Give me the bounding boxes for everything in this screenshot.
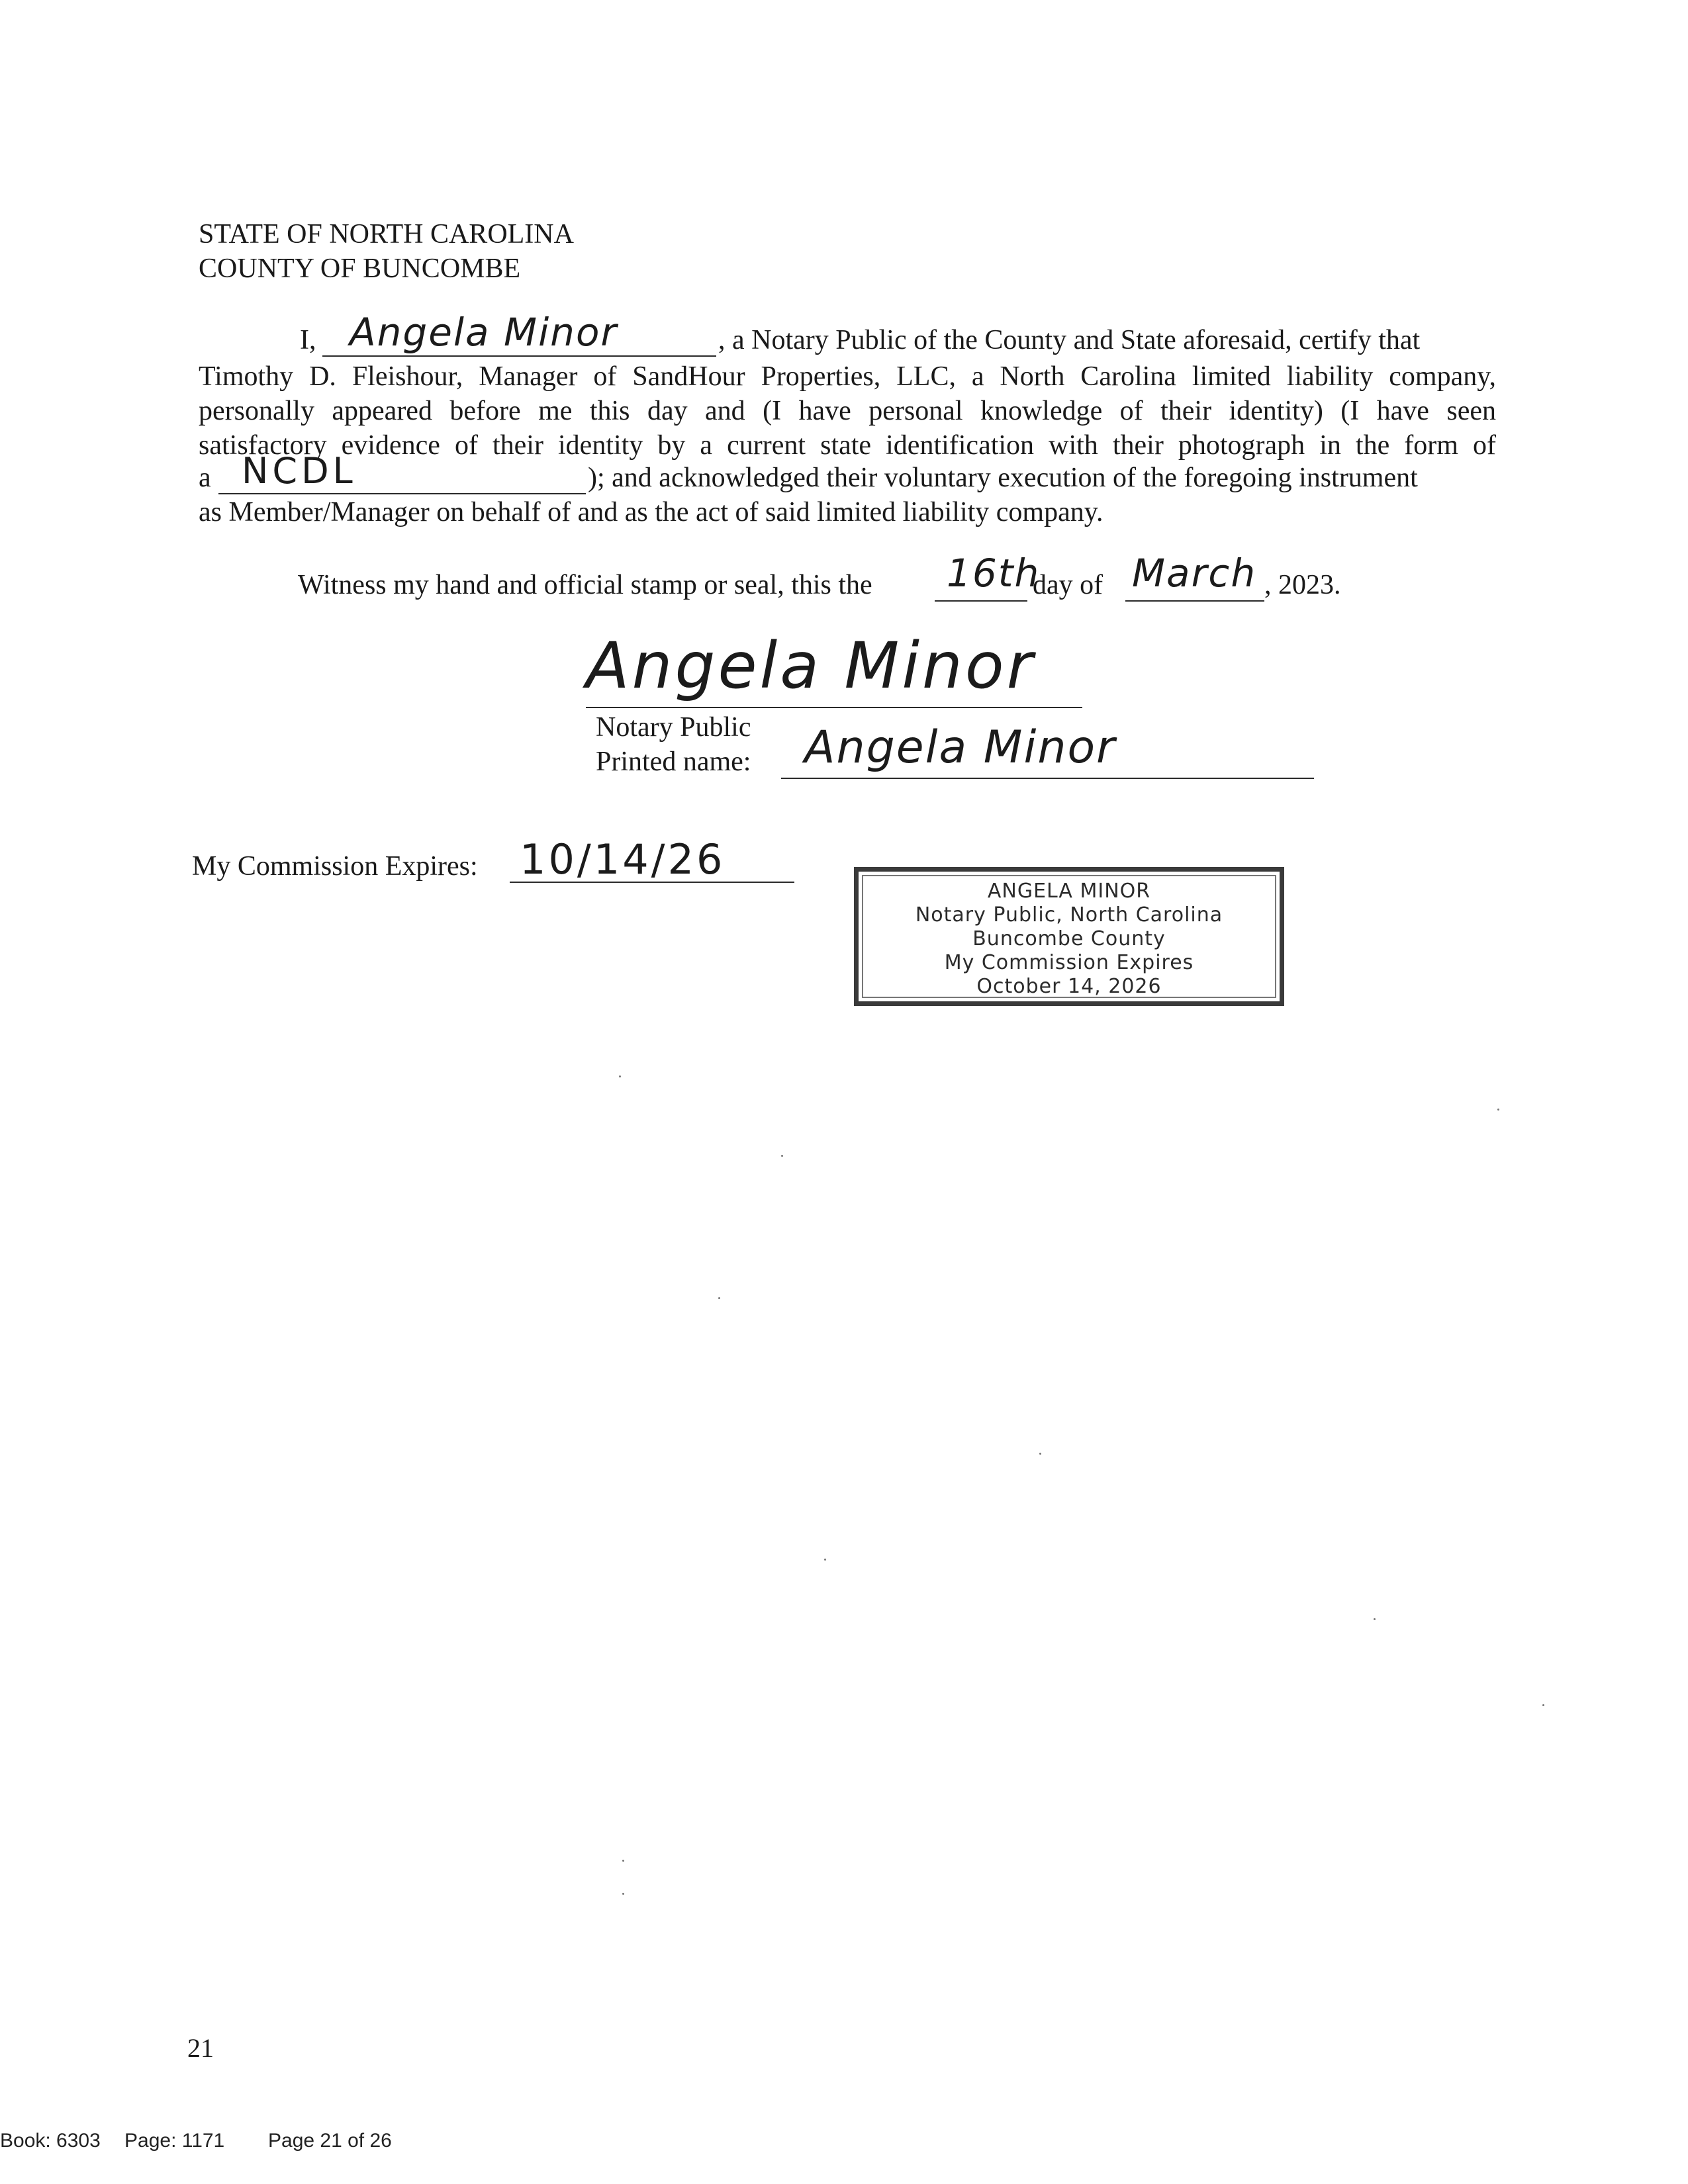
signature-line bbox=[586, 707, 1082, 708]
printed-name-line bbox=[781, 778, 1314, 779]
commission-label: My Commission Expires: bbox=[192, 851, 478, 882]
certificate-line5-rest: ); and acknowledged their voluntary execution of the foregoing instrument bbox=[588, 463, 1418, 493]
witness-day-handwritten: 16th bbox=[947, 551, 1041, 596]
scan-speck bbox=[781, 1155, 783, 1157]
stamp-expires-label: My Commission Expires bbox=[944, 951, 1194, 974]
stamp-title: Notary Public, North Carolina bbox=[915, 903, 1223, 927]
scan-speck bbox=[824, 1559, 826, 1561]
commission-date-handwritten: 10/14/26 bbox=[520, 835, 726, 884]
certificate-line3: personally appeared before me this day and (I have personal knowledge of their identity) (I have seen bbox=[199, 396, 1496, 426]
venue-county: COUNTY OF BUNCOMBE bbox=[199, 253, 521, 284]
scan-speck bbox=[1497, 1109, 1499, 1111]
notary-name-line bbox=[322, 355, 716, 357]
printed-name-handwritten: Angela Minor bbox=[804, 721, 1117, 774]
page-number: 21 bbox=[187, 2033, 214, 2063]
certificate-prefix: I, bbox=[300, 325, 316, 355]
day-line bbox=[935, 600, 1027, 602]
notary-stamp bbox=[854, 867, 1284, 1006]
scan-speck bbox=[718, 1297, 720, 1299]
footer-page-of: Page 21 of 26 bbox=[268, 2130, 392, 2152]
scan-speck bbox=[1374, 1618, 1376, 1620]
id-type-line bbox=[218, 493, 586, 494]
certificate-line1-rest: , a Notary Public of the County and State aforesaid, certify that bbox=[718, 325, 1421, 355]
certificate-line5-prefix: a bbox=[199, 463, 211, 493]
witness-middle: day of bbox=[1033, 570, 1103, 600]
certificate-line2: Timothy D. Fleishour, Manager of SandHour Properties, LLC, a North Carolina limited liability company, bbox=[199, 361, 1496, 392]
venue-state: STATE OF NORTH CAROLINA bbox=[199, 219, 574, 250]
id-type-handwritten: NCDL bbox=[242, 450, 357, 492]
witness-prefix: Witness my hand and official stamp or seal, this the bbox=[298, 570, 872, 600]
stamp-county: Buncombe County bbox=[972, 927, 1166, 950]
scan-speck bbox=[622, 1893, 624, 1895]
scan-speck bbox=[1039, 1453, 1041, 1455]
scan-speck bbox=[622, 1860, 624, 1862]
month-line bbox=[1125, 600, 1264, 602]
stamp-expires-date: October 14, 2026 bbox=[976, 975, 1162, 998]
certificate-line4: satisfactory evidence of their identity by a current state identification with their photograph in the form of bbox=[199, 430, 1496, 461]
witness-suffix: , 2023. bbox=[1264, 570, 1341, 600]
stamp-name: ANGELA MINOR bbox=[987, 880, 1151, 903]
scan-speck bbox=[1542, 1704, 1544, 1706]
printed-name-label: Printed name: bbox=[596, 747, 751, 777]
notary-name-handwritten: Angela Minor bbox=[350, 310, 618, 355]
witness-month-handwritten: March bbox=[1132, 551, 1257, 596]
notary-public-label: Notary Public bbox=[596, 712, 751, 743]
certificate-line6: as Member/Manager on behalf of and as the act of said limited liability company. bbox=[199, 497, 1103, 527]
scan-speck bbox=[619, 1075, 621, 1077]
notary-signature-handwritten: Angela Minor bbox=[586, 629, 1036, 703]
footer-page: Page: 1171 bbox=[124, 2130, 225, 2152]
footer-book: Book: 6303 bbox=[0, 2130, 101, 2152]
